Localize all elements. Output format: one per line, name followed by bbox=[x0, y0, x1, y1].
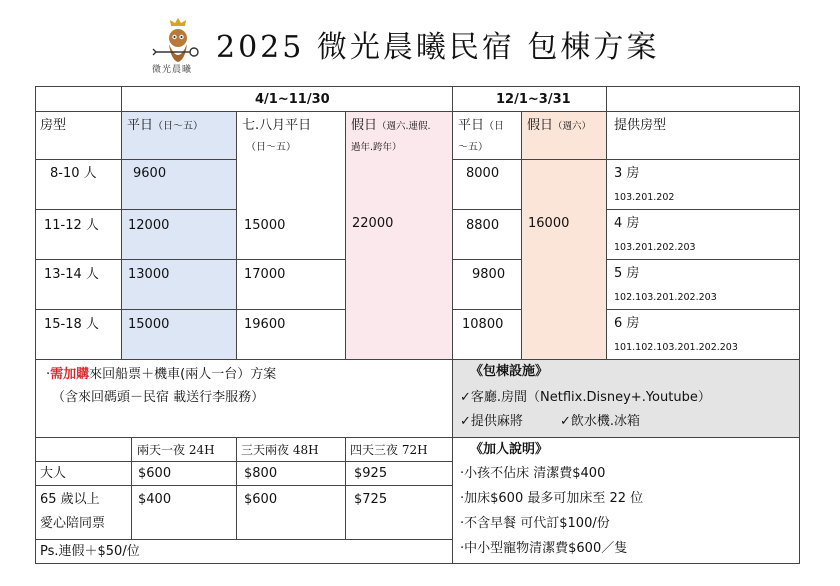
facilities-line-2b: ✓飲水機.冰箱 bbox=[560, 414, 641, 429]
col-b-weekday-note-1: （日 bbox=[484, 121, 505, 132]
col-rooms: 提供房型 bbox=[614, 118, 667, 133]
extra-item: ‧不含早餐 可代訂$100/份 bbox=[460, 516, 610, 531]
addon-line-1-text: 來回船票＋機車(兩人一台）方案 bbox=[89, 367, 277, 382]
a-holiday-price: 22000 bbox=[352, 216, 394, 231]
row-room-numbers: 103.201.202 bbox=[614, 192, 675, 203]
col-room-type: 房型 bbox=[40, 118, 67, 133]
addon-bullet: ‧ bbox=[46, 367, 51, 382]
col-a-summer-note: （日～五） bbox=[246, 142, 296, 153]
boat-col-3: 四天三夜 72H bbox=[350, 443, 428, 457]
b-holiday-price: 16000 bbox=[528, 216, 570, 231]
addon-highlight: 需加購 bbox=[50, 367, 90, 382]
col-b-weekday-note-2: ～五） bbox=[458, 142, 488, 153]
row-people: 13-14 人 bbox=[44, 267, 99, 282]
boat-row-label-2: 愛心陪同票 bbox=[40, 516, 106, 531]
row-a-weekday-price: 13000 bbox=[128, 267, 170, 282]
boat-price: $600 bbox=[244, 492, 278, 507]
boat-price: $600 bbox=[138, 466, 172, 481]
boat-note: Ps.連假＋$50/位 bbox=[40, 544, 140, 559]
col-a-summer: 七.八月平日 bbox=[242, 118, 312, 133]
row-rooms: 4 房 bbox=[614, 216, 640, 231]
col-a-holiday-label: 假日 bbox=[351, 118, 378, 133]
row-people: 15-18 人 bbox=[44, 317, 99, 332]
row-people: 8-10 人 bbox=[50, 166, 97, 181]
boat-row-label: 65 歲以上 bbox=[40, 492, 100, 507]
row-a-summer-price: 15000 bbox=[244, 218, 286, 233]
col-b-weekday bbox=[458, 116, 504, 137]
row-rooms: 6 房 bbox=[614, 316, 640, 331]
addon-line-1 bbox=[46, 365, 276, 385]
row-rooms: 3 房 bbox=[614, 166, 640, 181]
row-room-numbers: 103.201.202.203 bbox=[614, 242, 696, 253]
extra-item: ‧加床$600 最多可加床至 22 位 bbox=[460, 491, 644, 506]
row-people: 11-12 人 bbox=[44, 218, 99, 233]
row-b-weekday-price: 10800 bbox=[462, 317, 504, 332]
period-a-header: 4/1~11/30 bbox=[255, 92, 330, 107]
col-a-weekday bbox=[127, 116, 203, 137]
boat-price: $725 bbox=[354, 492, 388, 507]
boat-price: $800 bbox=[244, 466, 278, 481]
page-title: 2025 微光晨曦民宿 包棟方案 bbox=[216, 30, 660, 65]
boat-row-label: 大人 bbox=[40, 466, 67, 481]
facilities-title: 《包棟設施》 bbox=[470, 364, 549, 379]
row-rooms: 5 房 bbox=[614, 266, 640, 281]
col-a-weekday-label: 平日 bbox=[127, 118, 154, 133]
row-b-weekday-price: 8000 bbox=[466, 166, 500, 181]
boat-price: $925 bbox=[354, 466, 388, 481]
extra-item: ‧中小型寵物清潔費$600／隻 bbox=[460, 541, 628, 556]
col-b-holiday bbox=[527, 116, 591, 137]
facilities-line-2a: ✓提供麻將 bbox=[460, 414, 523, 429]
logo-text: 微光晨曦 bbox=[152, 65, 193, 75]
period-b-header: 12/1~3/31 bbox=[496, 92, 571, 107]
row-a-summer-price: 17000 bbox=[244, 267, 286, 282]
addon-line-2: （含來回碼頭－民宿 載送行李服務） bbox=[52, 390, 265, 405]
row-room-numbers: 102.103.201.202.203 bbox=[614, 292, 717, 303]
row-a-weekday-price: 9600 bbox=[133, 166, 167, 181]
row-a-summer-price: 19600 bbox=[244, 317, 286, 332]
boat-col-2: 三天兩夜 48H bbox=[241, 443, 319, 457]
row-room-numbers: 101.102.103.201.202.203 bbox=[614, 342, 738, 353]
row-b-weekday-price: 9800 bbox=[472, 267, 506, 282]
col-b-holiday-note: （週六） bbox=[553, 121, 592, 132]
extra-title: 《加人說明》 bbox=[470, 442, 549, 457]
col-a-holiday bbox=[351, 116, 431, 137]
col-b-weekday-label: 平日 bbox=[458, 118, 485, 133]
extra-item: ‧小孩不佔床 清潔費$400 bbox=[460, 466, 606, 481]
boat-col-1: 兩天一夜 24H bbox=[137, 443, 215, 457]
facilities-line-1: ✓客廳.房間（Netflix.Disney+.Youtube） bbox=[460, 390, 711, 405]
row-a-weekday-price: 15000 bbox=[128, 317, 170, 332]
row-b-weekday-price: 8800 bbox=[466, 218, 500, 233]
holiday-peach-column bbox=[521, 111, 606, 359]
col-b-holiday-label: 假日 bbox=[527, 118, 554, 133]
col-a-holiday-note-2: 過年.跨年） bbox=[351, 142, 402, 153]
boat-price: $400 bbox=[138, 492, 172, 507]
col-a-holiday-note-1: （週六.連假. bbox=[377, 121, 431, 132]
col-a-weekday-note: （日～五） bbox=[153, 121, 204, 132]
row-a-weekday-price: 12000 bbox=[128, 218, 170, 233]
